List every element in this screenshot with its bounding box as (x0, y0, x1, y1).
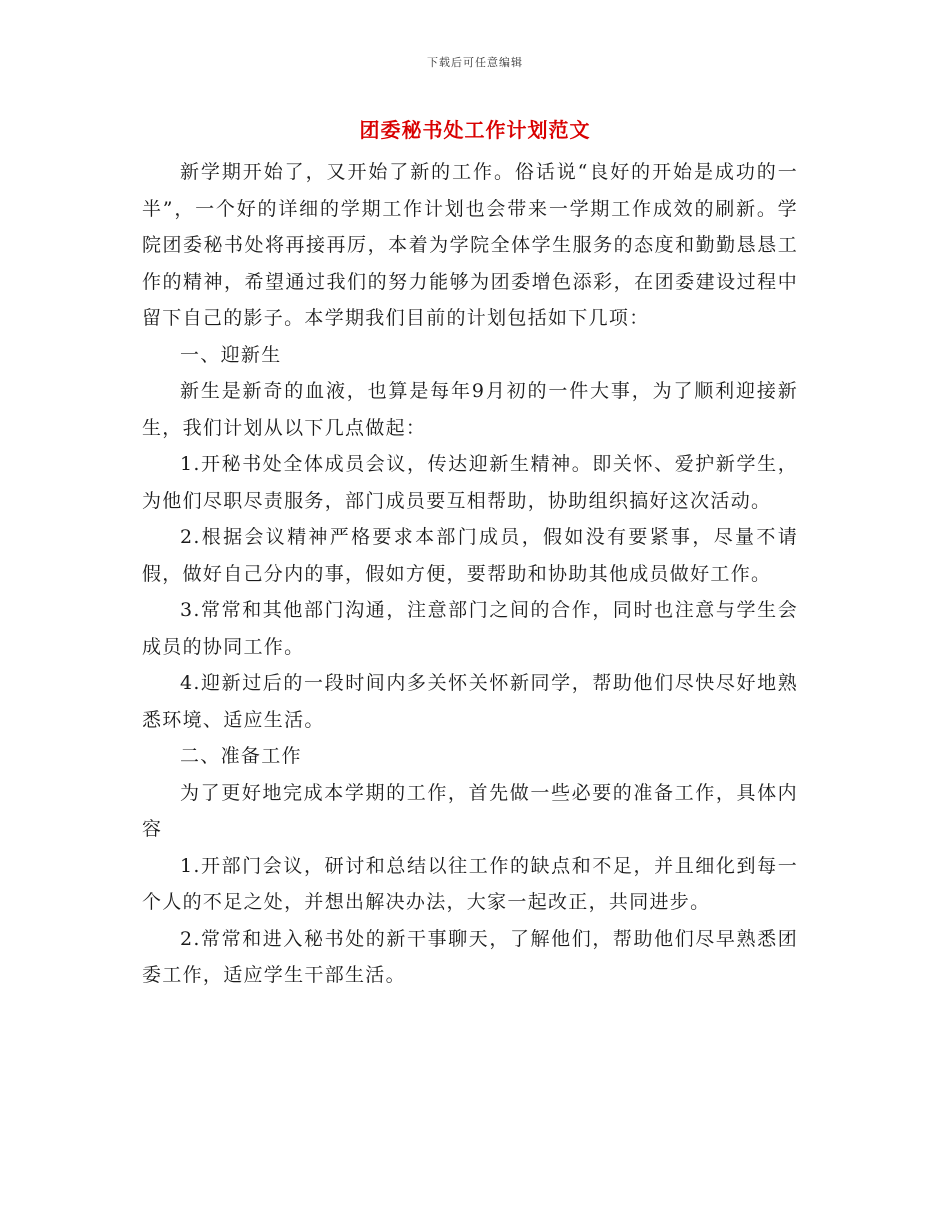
download-note: 下载后可任意编辑 (427, 56, 523, 69)
section-heading-preparation: 二、准备工作 (180, 745, 302, 767)
document-body (142, 154, 798, 994)
welcome-item-3: 3.常常和其他部门沟通，注意部门之间的合作，同时也注意与学生会成员的协同工作。 (142, 599, 798, 658)
preparation-intro-paragraph: 为了更好地完成本学期的工作，首先做一些必要的准备工作，具体内容 (142, 781, 798, 840)
welcome-intro-paragraph: 新生是新奇的血液，也算是每年9月初的一件大事，为了顺利迎接新生，我们计划从以下几点做起： (142, 380, 798, 439)
welcome-item-1: 1.开秘书处全体成员会议，传达迎新生精神。即关怀、爱护新学生，为他们尽职尽责服务，部门成员要互相帮助，协助组织搞好这次活动。 (142, 453, 798, 512)
intro-paragraph: 新学期开始了，又开始了新的工作。俗话说“良好的开始是成功的一半”，一个好的详细的学期工作计划也会带来一学期工作成效的刷新。学院团委秘书处将再接再厉，本着为学院全体学生服务的态度和勤勤恳恳工作的精神，希望通过我们的努力能够为团委增色添彩，在团委建设过程中留下自己的影子。本学期我们目前的计划包括如下几项： (142, 161, 798, 329)
welcome-item-2: 2.根据会议精神严格要求本部门成员，假如没有要紧事，尽量不请假，做好自己分内的事，假如方便，要帮助和协助其他成员做好工作。 (142, 526, 798, 585)
document-title: 团委秘书处工作计划范文 (359, 118, 591, 142)
preparation-item-2: 2.常常和进入秘书处的新干事聊天，了解他们，帮助他们尽早熟悉团委工作，适应学生干部生活。 (142, 927, 798, 986)
preparation-item-1: 1.开部门会议，研讨和总结以往工作的缺点和不足，并且细化到每一个人的不足之处，并想出解决办法，大家一起改正，共同进步。 (142, 854, 798, 913)
welcome-item-4: 4.迎新过后的一段时间内多关怀关怀新同学，帮助他们尽快尽好地熟悉环境、适应生活。 (142, 672, 798, 731)
section-heading-welcome: 一、迎新生 (180, 343, 282, 366)
